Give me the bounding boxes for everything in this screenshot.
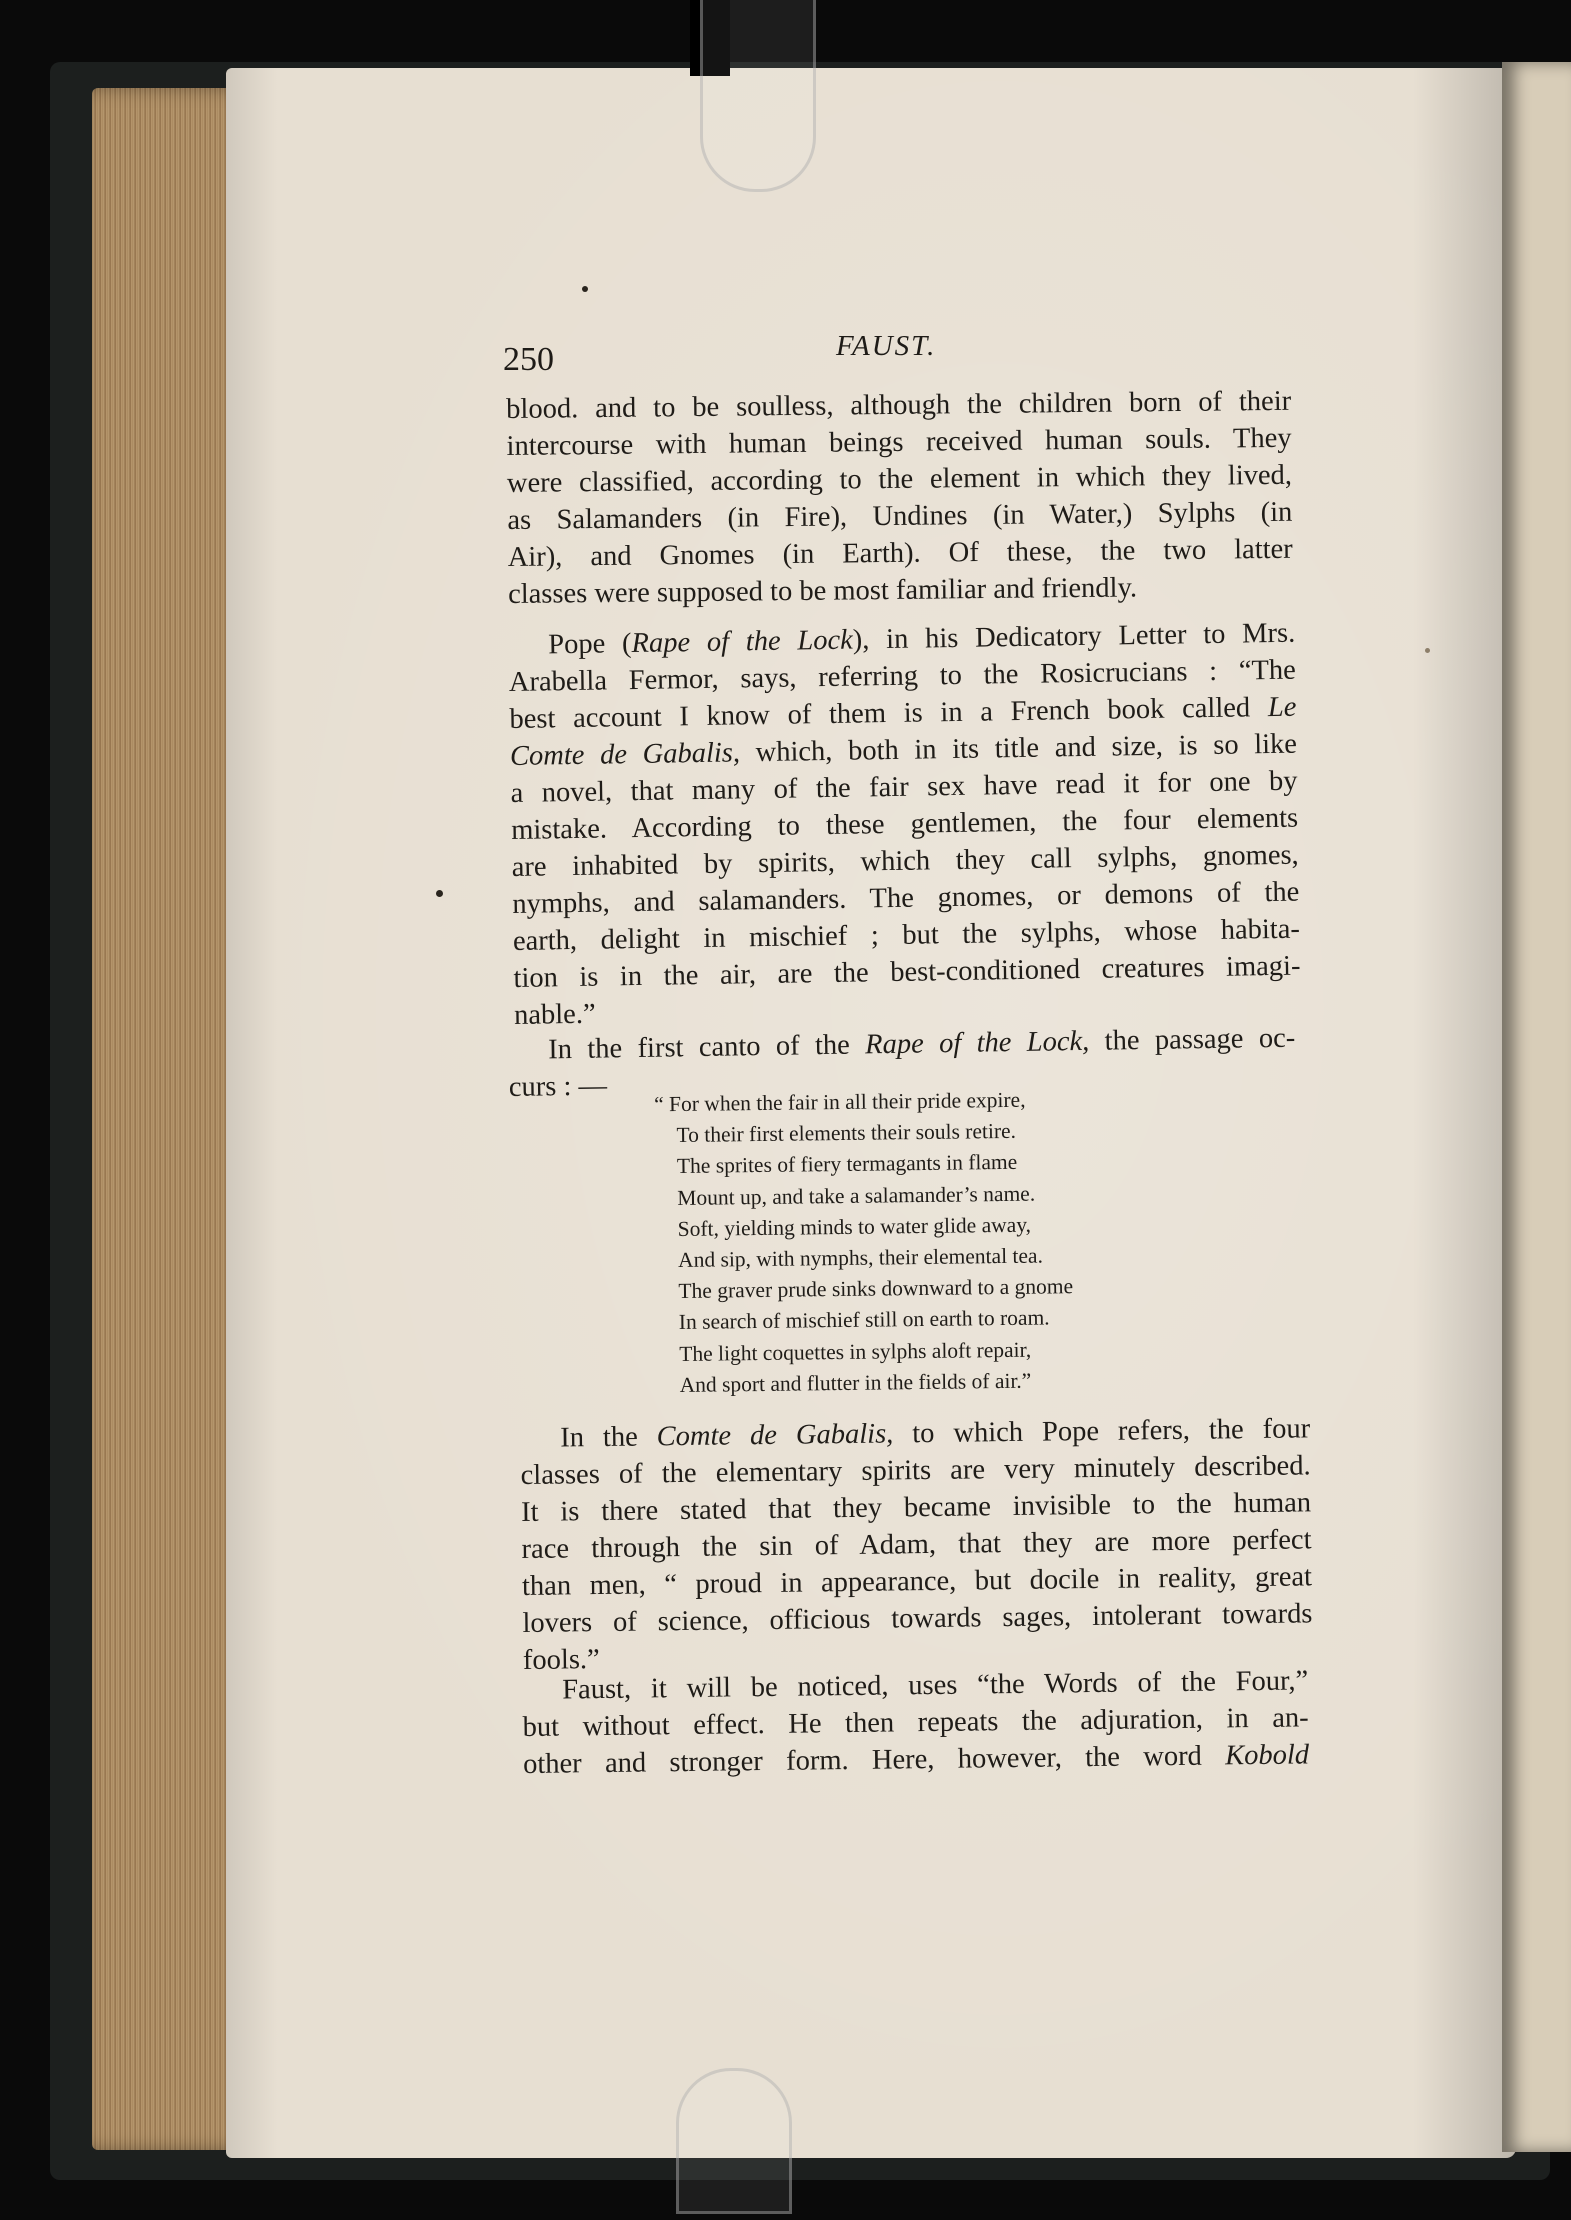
- text-line: mistake. According to these gentlemen, the four elements: [510, 802, 1299, 846]
- paragraph-4: [520, 1410, 1313, 1679]
- text-line: intercourse with human beings received human souls. They: [506, 422, 1292, 462]
- text-line: best account I know of them is in a French book called Le: [509, 691, 1297, 735]
- text-line: lovers of science, officious towards sages, intolerant towards: [522, 1598, 1313, 1639]
- text-line: race through the sin of Adam, that they are more perfect: [521, 1524, 1312, 1565]
- page-number: 250: [503, 341, 554, 378]
- text-line: Air), and Gnomes (in Earth). Of these, the two latter: [507, 533, 1293, 573]
- poem-line: And sip, with nymphs, their elemental tea.: [677, 1243, 1044, 1272]
- text-line: tion is in the air, are the best-conditioned creatures imagi-: [513, 950, 1301, 994]
- text-line: were classified, according to the element in which they lived,: [506, 459, 1293, 499]
- ink-speck: [582, 286, 588, 292]
- poem-line: The sprites of fiery termagants in flame: [676, 1150, 1018, 1179]
- paragraph-1: [506, 383, 1293, 613]
- text-line: blood. and to be soulless, although the children born of their: [506, 385, 1292, 425]
- text-line: nymphs, and salamanders. The gnomes, or demons of the: [512, 876, 1300, 920]
- text-line: than men, “ proud in appearance, but docile in reality, great: [521, 1561, 1313, 1602]
- text-line: earth, delight in mischief ; but the sylphs, whose habita-: [512, 913, 1301, 957]
- text-line: Arabella Fermor, says, referring to the Rosicrucians : “The: [508, 654, 1297, 698]
- poem-line: To their first elements their souls retire.: [676, 1119, 1017, 1148]
- paragraph-2: [508, 615, 1301, 1034]
- ink-speck: [436, 890, 443, 897]
- poem-line: The light coquettes in sylphs aloft repair,: [679, 1337, 1032, 1366]
- poem-line: Mount up, and take a salamander’s name.: [677, 1181, 1036, 1210]
- poem-line: In search of mischief still on earth to roam.: [678, 1305, 1050, 1335]
- running-head: FAUST.: [836, 330, 937, 362]
- poem-line: Soft, yielding minds to water glide away,: [677, 1212, 1032, 1241]
- paragraph-5: [522, 1662, 1309, 1783]
- text-line: nable.”: [513, 998, 596, 1031]
- poem-line: “ For when the fair in all their pride expire,: [654, 1087, 1026, 1117]
- text-line: Pope (Rape of the Lock), in his Dedicatory Letter to Mrs.: [548, 617, 1296, 661]
- facing-page-edge: [1502, 62, 1571, 2152]
- text-line: curs : —: [508, 1070, 608, 1103]
- text-line: other and stronger form. Here, however, the word Kobold: [522, 1739, 1310, 1780]
- text-line: It is there stated that they became invisible to the human: [520, 1487, 1312, 1528]
- text-line: In the Comte de Gabalis, to which Pope refers, the four: [560, 1413, 1311, 1454]
- text-line: a novel, that many of the fair sex have read it for one by: [510, 765, 1298, 809]
- text-line: as Salamanders (in Fire), Undines (in Water,) Sylphs (in: [507, 496, 1293, 536]
- text-line: fools.”: [522, 1644, 600, 1676]
- page-clip-top: [700, 0, 816, 192]
- text-line: Comte de Gabalis, which, both in its title and size, is so like: [509, 728, 1298, 772]
- ink-speck: [1425, 648, 1430, 653]
- poem-line: The graver prude sinks downward to a gnome: [678, 1274, 1074, 1304]
- text-line: classes were supposed to be most familiar and friendly.: [507, 572, 1138, 610]
- poem-quotation: [654, 1082, 1240, 1401]
- text-line: In the first canto of the Rape of the Lock, the passage oc-: [548, 1022, 1296, 1066]
- text-line: classes of the elementary spirits are very minutely described.: [520, 1450, 1311, 1491]
- poem-line: And sport and flutter in the fields of air.”: [679, 1368, 1032, 1397]
- text-line: but without effect. He then repeats the adjuration, in an-: [522, 1702, 1309, 1743]
- text-line: are inhabited by spirits, which they call sylphs, gnomes,: [511, 839, 1299, 883]
- page-clip-bottom: [676, 2068, 792, 2214]
- text-line: Faust, it will be noticed, uses “the Words of the Four,”: [562, 1665, 1309, 1706]
